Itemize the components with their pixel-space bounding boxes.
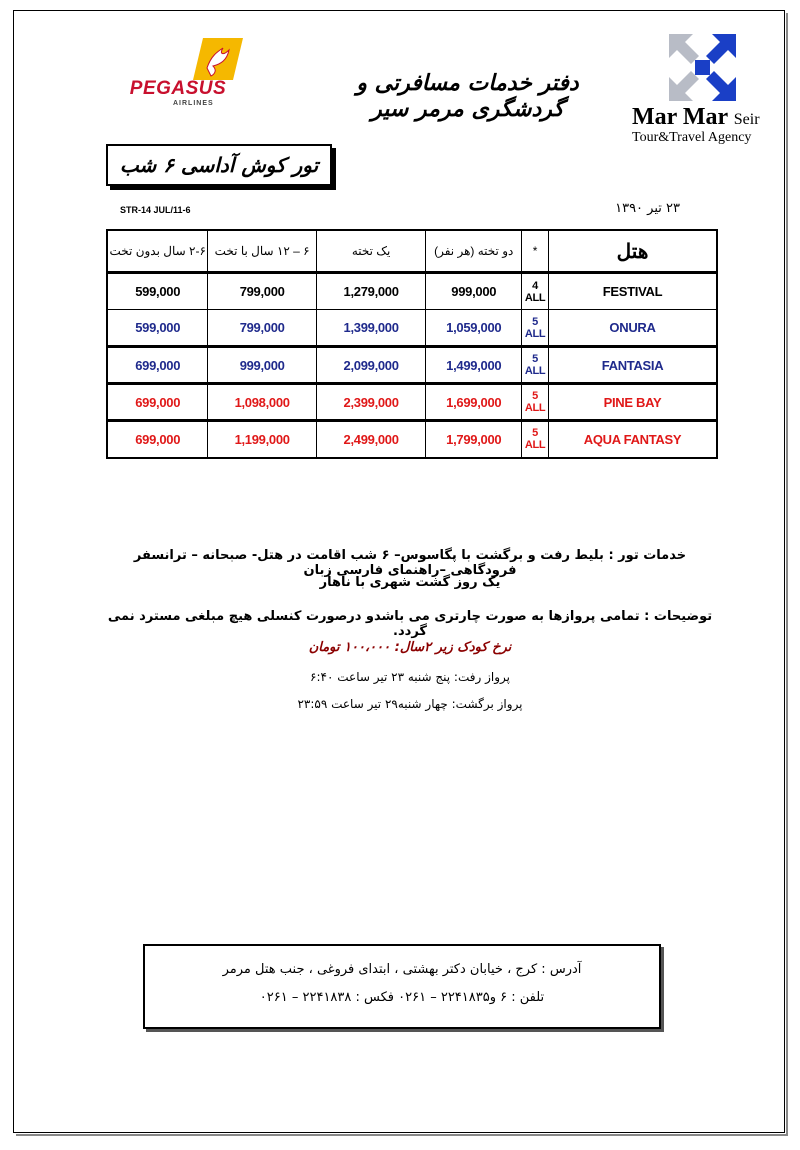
- city-tour: یک روز گشت شهری با ناهار: [319, 575, 501, 590]
- cell-star: [522, 347, 549, 384]
- cell-child-2-6: 699,000: [107, 384, 208, 421]
- cell-child-2-6: 599,000: [107, 273, 208, 310]
- tour-code: STR-14 JUL/11-6: [120, 205, 191, 215]
- cell-hotel: ONURA: [549, 310, 717, 347]
- star-count: 5: [532, 427, 538, 440]
- star-count: 5: [532, 353, 538, 365]
- table-row: [107, 273, 717, 310]
- cell-double: 1,699,000: [426, 384, 522, 421]
- agency-name: Mar Mar Seir: [632, 104, 760, 130]
- cell-child-6-12: 799,000: [208, 310, 316, 347]
- address-box: [143, 944, 661, 1029]
- table-header-row: [107, 230, 717, 273]
- cell-double: 1,499,000: [426, 347, 522, 384]
- phone-fax-line: تلفن : ۶ و۲۲۴۱۸۳۵ – ۰۲۶۱ فکس : ۲۲۴۱۸۳۸ – ۰۲۶۱: [259, 990, 545, 1005]
- board-type: ALL: [524, 327, 546, 340]
- cell-star: [522, 421, 549, 458]
- cell-hotel: PINE BAY: [549, 384, 717, 421]
- table-row: [107, 310, 717, 347]
- pegasus-subtitle: AIRLINES: [173, 100, 214, 107]
- departure-flight: پرواز رفت: پنج شنبه ۲۳ تیر ساعت ۶:۴۰: [310, 670, 510, 684]
- cell-child-2-6: 599,000: [107, 310, 208, 347]
- cell-star: [522, 384, 549, 421]
- cell-double: 1,799,000: [426, 421, 522, 458]
- star-count: 4: [532, 279, 538, 292]
- tour-services: خدمات تور : بلیط رفت و برگشت با پگاسوس– ۶ شب اقامت در هتل- صبحانه – ترانسفر فرودگاهی –راهنمای فارسی زبان: [133, 548, 687, 578]
- cell-double: 999,000: [426, 273, 522, 310]
- header-child-2-6: ۲-۶ سال بدون تخت: [107, 230, 208, 273]
- agency-title: دفتر خدمات مسافرتی و گردشگری مرمر سیر: [356, 70, 579, 122]
- cell-single: 1,399,000: [316, 310, 425, 347]
- cell-double: 1,059,000: [426, 310, 522, 347]
- cell-hotel: FANTASIA: [549, 347, 717, 384]
- cell-single: 2,399,000: [316, 384, 425, 421]
- board-type: ALL: [524, 365, 546, 377]
- cell-single: 2,499,000: [316, 421, 425, 458]
- cell-child-6-12: 799,000: [208, 273, 316, 310]
- return-flight: پرواز برگشت: چهار شنبه۲۹ تیر ساعت ۲۳:۵۹: [297, 697, 523, 711]
- cell-child-6-12: 1,199,000: [208, 421, 316, 458]
- tour-title: تور کوش آداسی ۶ شب: [106, 144, 332, 186]
- cell-hotel: FESTIVAL: [549, 273, 717, 310]
- agency-name-suffix: Seir: [733, 111, 760, 128]
- header-child-6-12: ۶ – ۱۲ سال با تخت: [208, 230, 316, 273]
- pegasus-horse-icon: [193, 38, 243, 80]
- tour-notes: توضیحات : تمامی پروازها به صورت چارتری می باشدو درصورت کنسلی هیچ مبلغی مسترد نمی گردد.: [107, 609, 713, 639]
- pegasus-logo: [118, 38, 243, 108]
- star-count: 5: [532, 315, 538, 328]
- header-single: یک تخته: [316, 230, 425, 273]
- address-line: آدرس : کرج ، خیابان دکتر بهشتی ، ابتدای فروغی ، جنب هتل مرمر: [222, 962, 582, 977]
- header-hotel: هتل: [549, 230, 717, 273]
- price-table: [106, 229, 718, 459]
- table-row: [107, 347, 717, 384]
- cell-child-6-12: 1,098,000: [208, 384, 316, 421]
- board-type: ALL: [524, 402, 546, 414]
- cell-child-2-6: 699,000: [107, 421, 208, 458]
- cell-single: 2,099,000: [316, 347, 425, 384]
- pegasus-name: PEGASUS: [129, 78, 227, 99]
- table-row: [107, 421, 717, 458]
- cell-star: [522, 310, 549, 347]
- board-type: ALL: [524, 291, 546, 304]
- table-row: [107, 384, 717, 421]
- star-count: 5: [532, 390, 538, 402]
- agency-subtitle: Tour&Travel Agency: [632, 130, 752, 145]
- tour-date: ۲۳ تیر ۱۳۹۰: [615, 201, 680, 216]
- header-star: *: [522, 230, 549, 273]
- cell-hotel: AQUA FANTASY: [549, 421, 717, 458]
- cell-child-2-6: 699,000: [107, 347, 208, 384]
- marmar-arrows-icon: [665, 30, 740, 105]
- infant-rate: نرخ کودک زیر ۲سال: ۱۰۰،۰۰۰ تومان: [308, 640, 512, 655]
- header-double: دو تخته (هر نفر): [426, 230, 522, 273]
- cell-single: 1,279,000: [316, 273, 425, 310]
- cell-star: [522, 273, 549, 310]
- cell-child-6-12: 999,000: [208, 347, 316, 384]
- board-type: ALL: [524, 439, 546, 452]
